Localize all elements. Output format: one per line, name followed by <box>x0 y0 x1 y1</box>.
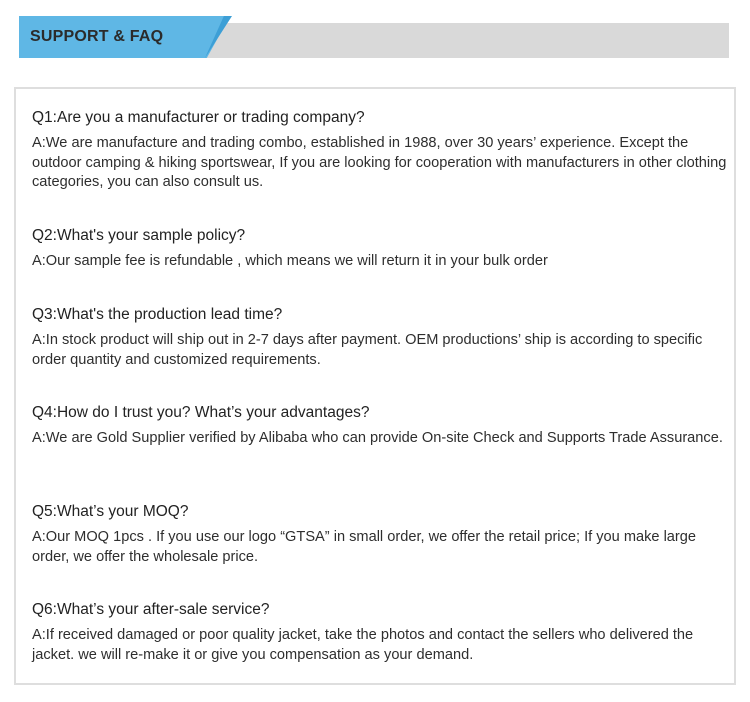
faq-answer: A:If received damaged or poor quality jacket, take the photos and contact the sellers who delivered the jacket. we will re-make it or give you compensation as your demand. <box>32 627 694 663</box>
faq-answer: A:In stock product will ship out in 2-7 days after payment. OEM productions’ ship is according to specific order quantity and customized requirements. <box>32 332 703 368</box>
faq-answer: A:We are Gold Supplier verified by Alibaba who can provide On-site Check and Supports Trade Assurance. <box>32 430 723 446</box>
faq-item-2 <box>32 226 732 272</box>
faq-question: Q3:What's the production lead time? <box>32 306 283 323</box>
faq-item-3 <box>32 305 732 370</box>
faq-box <box>14 87 736 685</box>
faq-item-4 <box>32 403 732 449</box>
section-header <box>19 16 729 58</box>
faq-question: Q2:What's your sample policy? <box>32 227 246 244</box>
faq-answer: A:We are manufacture and trading combo, established in 1988, over 30 years’ experience. Except the outdoor camping & hiking sportswear, If you are looking for cooperation with manufacturers in other clothing categories, you can also consult us. <box>32 135 727 190</box>
section-title: SUPPORT & FAQ <box>30 28 164 45</box>
faq-question: Q1:Are you a manufacturer or trading company? <box>32 109 365 126</box>
faq-question: Q4:How do I trust you? What’s your advantages? <box>32 404 370 421</box>
faq-question: Q6:What’s your after-sale service? <box>32 601 270 618</box>
faq-answer: A:Our sample fee is refundable , which means we will return it in your bulk order <box>32 253 548 269</box>
faq-item-5 <box>32 502 732 567</box>
faq-item-1 <box>32 108 732 193</box>
faq-item-6 <box>32 600 732 665</box>
faq-answer: A:Our MOQ 1pcs . If you use our logo “GTSA” in small order, we offer the retail price; If you make large order, we offer the wholesale price. <box>32 529 697 565</box>
faq-question: Q5:What’s your MOQ? <box>32 503 189 520</box>
